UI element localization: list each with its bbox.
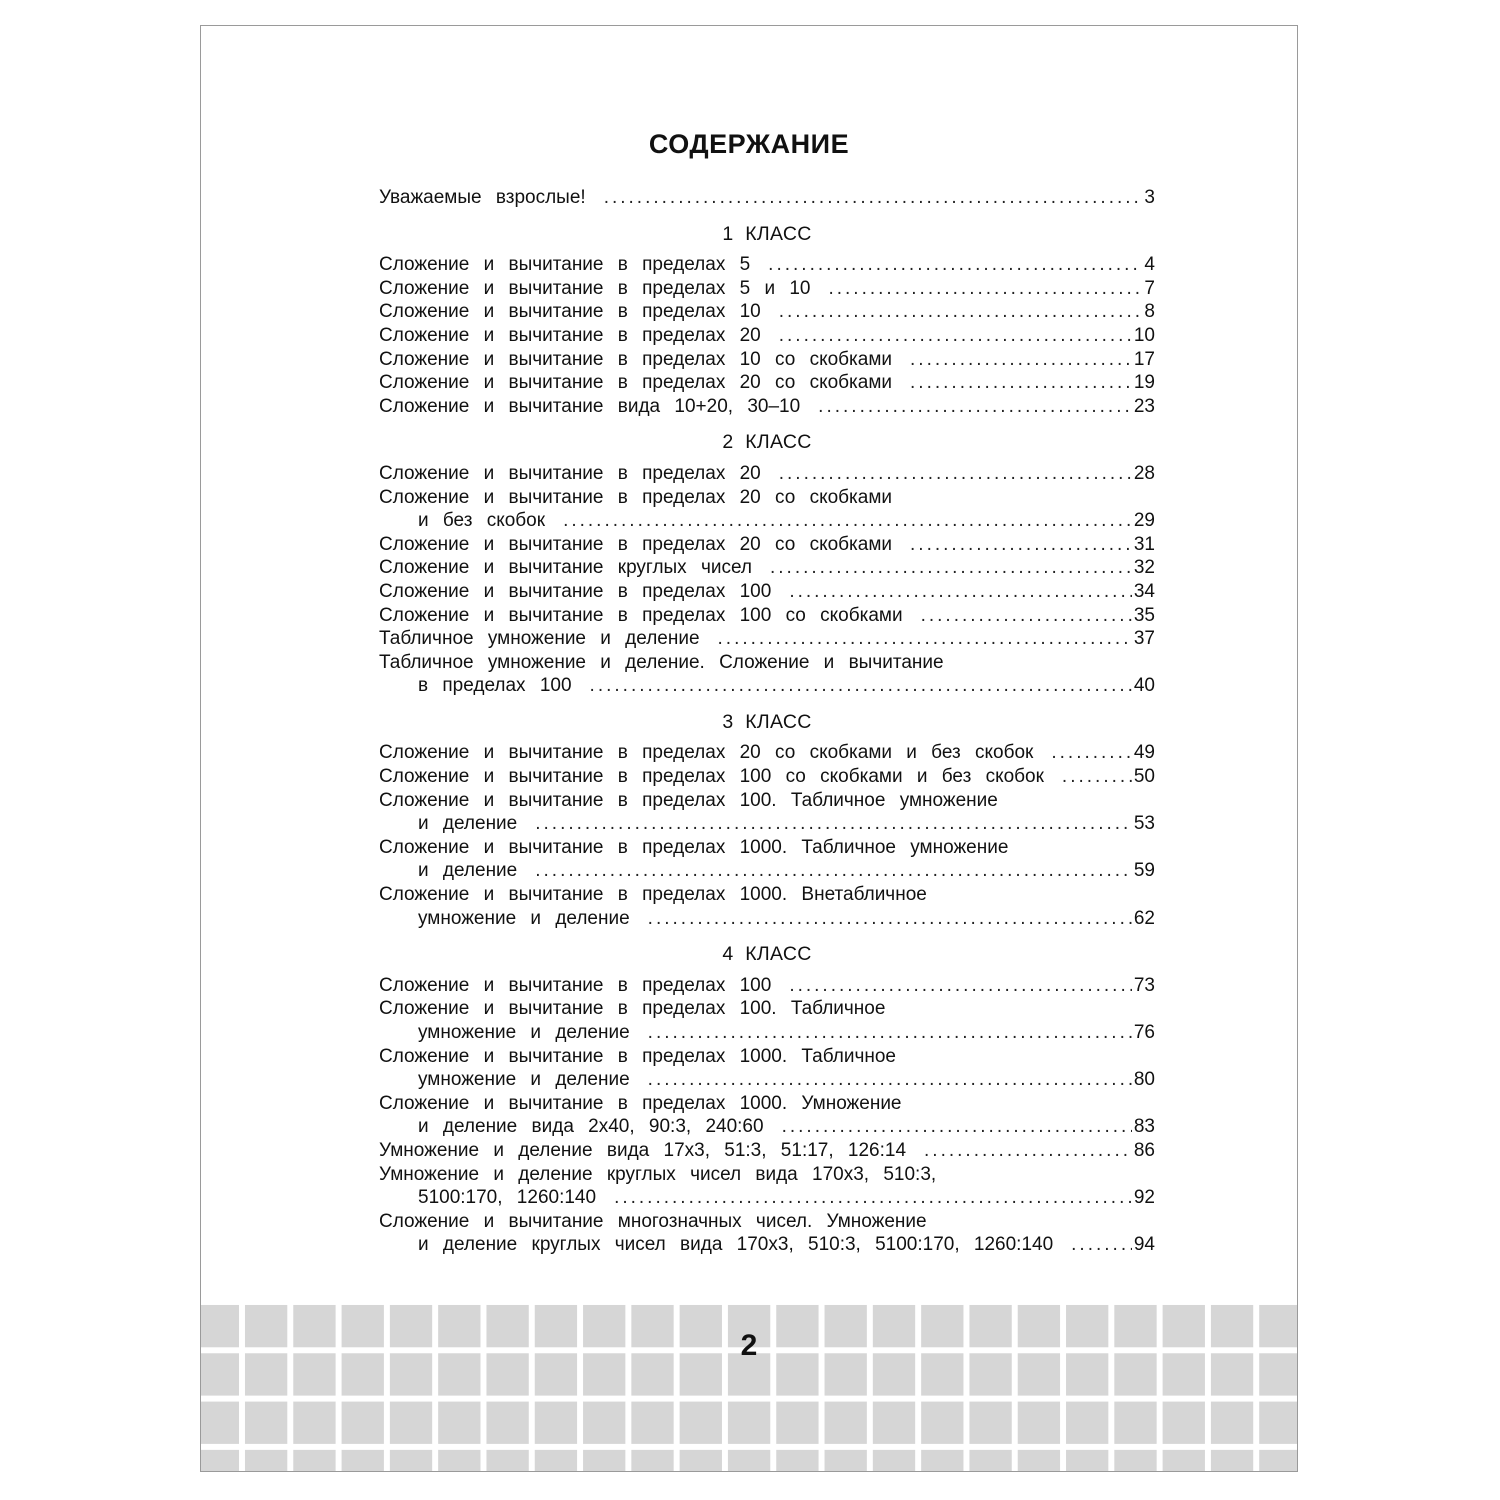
section-heading: 4 КЛАСС (722, 943, 812, 966)
toc-entry-title: и деление круглых чисел вида 170х3, 510:3, 5100:170, 1260:140 (418, 1234, 1054, 1256)
toc-entry (379, 765, 1155, 789)
toc-line (379, 627, 1155, 651)
toc-page-number: 4 (1144, 254, 1155, 276)
dot-leader (779, 300, 1143, 324)
toc-entry-title: Сложение и вычитание круглых чисел (379, 557, 752, 579)
toc-entry (379, 395, 1155, 419)
page-number: 2 (740, 1329, 758, 1362)
toc-page-number: 49 (1133, 742, 1155, 764)
toc-entry-title: Уважаемые взрослые! (379, 187, 586, 208)
dot-leader (1062, 765, 1132, 789)
toc-page-number: 19 (1133, 372, 1155, 394)
toc-page-number: 73 (1133, 974, 1155, 996)
toc-page-number: 53 (1133, 813, 1155, 835)
toc-entry-title: и деление вида 2х40, 90:3, 240:60 (418, 1116, 764, 1138)
toc-line (379, 509, 1155, 533)
toc-page-number: 8 (1144, 301, 1155, 323)
dot-leader (604, 186, 1143, 210)
toc-entry-title: Сложение и вычитание в пределах 100 со скобками и без скобок (379, 766, 1044, 788)
toc-entry-title: Сложение и вычитание в пределах 10 со скобками (379, 348, 893, 370)
dot-leader (768, 253, 1142, 277)
toc-page-number: 37 (1133, 628, 1155, 650)
toc-line (379, 395, 1155, 419)
toc-line (379, 462, 1155, 486)
toc-line (379, 1233, 1155, 1257)
toc-entry-title: Сложение и вычитание в пределах 100 со скобками (379, 604, 903, 626)
dot-leader (1051, 741, 1132, 765)
toc-entry (379, 462, 1155, 486)
toc-entry-title: умножение и деление (418, 907, 630, 929)
toc-line (379, 907, 1155, 931)
toc-entry (379, 324, 1155, 348)
toc-line (379, 1163, 1155, 1187)
toc-entry-intro (379, 186, 1155, 210)
toc-line (379, 1186, 1155, 1210)
toc-entry-title: Сложение и вычитание в пределах 20 со скобками (379, 372, 893, 394)
dot-leader (910, 371, 1132, 395)
toc-line (379, 604, 1155, 628)
toc-line (379, 997, 1155, 1021)
toc-line (379, 789, 1155, 813)
dot-leader (648, 1021, 1132, 1045)
toc-entry-title: Сложение и вычитание в пределах 100. Табличное умножение (379, 789, 998, 811)
toc-entry (379, 741, 1155, 765)
section-heading: 2 КЛАСС (722, 431, 812, 454)
toc-entry-title: умножение и деление (418, 1022, 630, 1043)
toc-line (379, 1045, 1155, 1069)
toc-entry-title: Сложение и вычитание в пределах 1000. Внетабличное (379, 884, 927, 906)
toc-line (379, 533, 1155, 557)
dot-leader (910, 533, 1132, 557)
toc-line (379, 741, 1155, 765)
dot-leader (789, 580, 1132, 604)
toc-line (379, 486, 1155, 510)
section-heading: 1 КЛАСС (722, 222, 812, 245)
toc-line (379, 580, 1155, 604)
toc-entry-title: Сложение и вычитание вида 10+20, 30–10 (379, 395, 801, 417)
dot-leader (535, 812, 1132, 836)
toc-page-number: 31 (1133, 533, 1155, 555)
toc-entry (379, 651, 1155, 698)
dot-leader (828, 277, 1142, 301)
dot-leader (535, 859, 1132, 883)
toc-entry-title: Сложение и вычитание в пределах 100. Табличное (379, 998, 886, 1020)
toc-page-number: 29 (1133, 510, 1155, 532)
dot-leader (648, 907, 1132, 931)
toc-page-number: 80 (1133, 1069, 1155, 1091)
toc-entry-title: Умножение и деление круглых чисел вида 170х3, 510:3, (379, 1163, 937, 1185)
toc-page-number: 59 (1133, 860, 1155, 882)
toc-entry (379, 1210, 1155, 1257)
toc-line (379, 674, 1155, 698)
toc-entry-title: Сложение и вычитание в пределах 20 со скобками (379, 486, 893, 508)
toc-entry (379, 604, 1155, 628)
toc-entry-title: 5100:170, 1260:140 (418, 1187, 597, 1209)
toc-entry (379, 348, 1155, 372)
toc-entry-title: и деление (418, 860, 518, 882)
dot-leader (782, 1115, 1132, 1139)
toc-entry (379, 836, 1155, 883)
toc-entry (379, 1092, 1155, 1139)
toc-line (379, 300, 1155, 324)
toc-entry (379, 974, 1155, 998)
toc-line (379, 277, 1155, 301)
toc-entry-title: Сложение и вычитание в пределах 20 со скобками (379, 533, 893, 555)
toc-entry-title: Сложение и вычитание в пределах 1000. Умножение (379, 1092, 902, 1114)
toc-line (379, 1021, 1155, 1045)
toc-line (379, 836, 1155, 860)
toc-page-number: 76 (1133, 1022, 1155, 1043)
toc-entry-title: Сложение и вычитание в пределах 1000. Табличное (379, 1045, 896, 1067)
dot-leader (921, 604, 1132, 628)
book-page (200, 25, 1298, 1472)
toc-entry-title: Табличное умножение и деление. Сложение и вычитание (379, 651, 944, 673)
toc-entry-title: Сложение и вычитание в пределах 100 (379, 974, 772, 996)
toc-sections (379, 223, 1155, 1257)
toc-page-number: 86 (1133, 1139, 1155, 1161)
toc-entry (379, 1045, 1155, 1092)
toc-entry (379, 533, 1155, 557)
toc-entry (379, 1163, 1155, 1210)
toc-entry-title: Сложение и вычитание в пределах 5 и 10 (379, 277, 811, 299)
toc-entry-title: Сложение и вычитание в пределах 20 (379, 462, 761, 484)
footer-grid-band (201, 1299, 1297, 1471)
toc-line (379, 651, 1155, 675)
dot-leader (779, 324, 1132, 348)
toc-entry (379, 277, 1155, 301)
toc-entry (379, 556, 1155, 580)
toc-entry-title: и деление (418, 813, 518, 835)
dot-leader (789, 974, 1132, 998)
toc-line (379, 1210, 1155, 1234)
toc-entry (379, 580, 1155, 604)
toc-page-number: 94 (1133, 1234, 1155, 1256)
page-title: СОДЕРЖАНИЕ (648, 129, 850, 159)
toc-entry-title: Сложение и вычитание в пределах 100 (379, 580, 772, 602)
toc-entry (379, 486, 1155, 533)
toc-line (379, 1115, 1155, 1139)
toc-entry (379, 883, 1155, 930)
toc-page-number: 17 (1133, 348, 1155, 370)
toc-page-number: 40 (1133, 675, 1155, 697)
toc-page-number: 35 (1133, 604, 1155, 626)
toc-entry-title: Табличное умножение и деление (379, 628, 700, 650)
toc-entry-title: Сложение и вычитание в пределах 10 (379, 301, 761, 323)
toc-line (379, 556, 1155, 580)
toc-line (379, 883, 1155, 907)
toc-line (379, 1068, 1155, 1092)
dot-leader (563, 509, 1132, 533)
toc-line (379, 186, 1155, 210)
toc-entry (379, 1139, 1155, 1163)
toc-page-number: 83 (1133, 1116, 1155, 1138)
toc-entry-title: Сложение и вычитание в пределах 5 (379, 254, 751, 276)
dot-leader (718, 627, 1132, 651)
toc-line (379, 859, 1155, 883)
dot-leader (910, 348, 1132, 372)
toc-line (379, 812, 1155, 836)
toc-line (379, 348, 1155, 372)
toc-entry-title: Умножение и деление вида 17х3, 51:3, 51:17, 126:14 (379, 1139, 907, 1161)
toc-page-number: 3 (1144, 187, 1155, 208)
toc-page-number: 23 (1133, 395, 1155, 417)
toc-line (379, 324, 1155, 348)
toc-entry (379, 371, 1155, 395)
toc-line (379, 1139, 1155, 1163)
toc-page-number: 62 (1133, 907, 1155, 929)
toc-line (379, 1092, 1155, 1116)
toc-entry-title: Сложение и вычитание многозначных чисел. Умножение (379, 1210, 927, 1232)
toc-entry (379, 789, 1155, 836)
toc-line (379, 371, 1155, 395)
section-heading: 3 КЛАСС (722, 710, 812, 733)
toc-page-number: 50 (1133, 766, 1155, 788)
dot-leader (924, 1139, 1132, 1163)
toc-page-number: 10 (1133, 324, 1155, 346)
table-of-contents (379, 186, 1155, 1257)
toc-entry-title: умножение и деление (418, 1069, 630, 1091)
toc-page-number: 28 (1133, 462, 1155, 484)
toc-line (379, 974, 1155, 998)
toc-page-number: 7 (1144, 277, 1155, 299)
toc-entry-title: Сложение и вычитание в пределах 20 со скобками и без скобок (379, 742, 1034, 764)
toc-entry-title: Сложение и вычитание в пределах 1000. Табличное умножение (379, 836, 1009, 858)
dot-leader (614, 1186, 1132, 1210)
dot-leader (648, 1068, 1132, 1092)
dot-leader (1071, 1233, 1132, 1257)
toc-entry (379, 627, 1155, 651)
toc-line (379, 253, 1155, 277)
toc-page-number: 92 (1133, 1187, 1155, 1209)
toc-line (379, 765, 1155, 789)
toc-entry (379, 997, 1155, 1044)
dot-leader (590, 674, 1132, 698)
dot-leader (818, 395, 1132, 419)
toc-entry-title: Сложение и вычитание в пределах 20 (379, 324, 761, 346)
dot-leader (779, 462, 1132, 486)
toc-entry-title: и без скобок (418, 510, 546, 532)
toc-entry-title: в пределах 100 (418, 675, 572, 697)
dot-leader (770, 556, 1132, 580)
toc-page-number: 32 (1133, 557, 1155, 579)
toc-page-number: 34 (1133, 580, 1155, 602)
toc-entry (379, 300, 1155, 324)
toc-entry (379, 253, 1155, 277)
